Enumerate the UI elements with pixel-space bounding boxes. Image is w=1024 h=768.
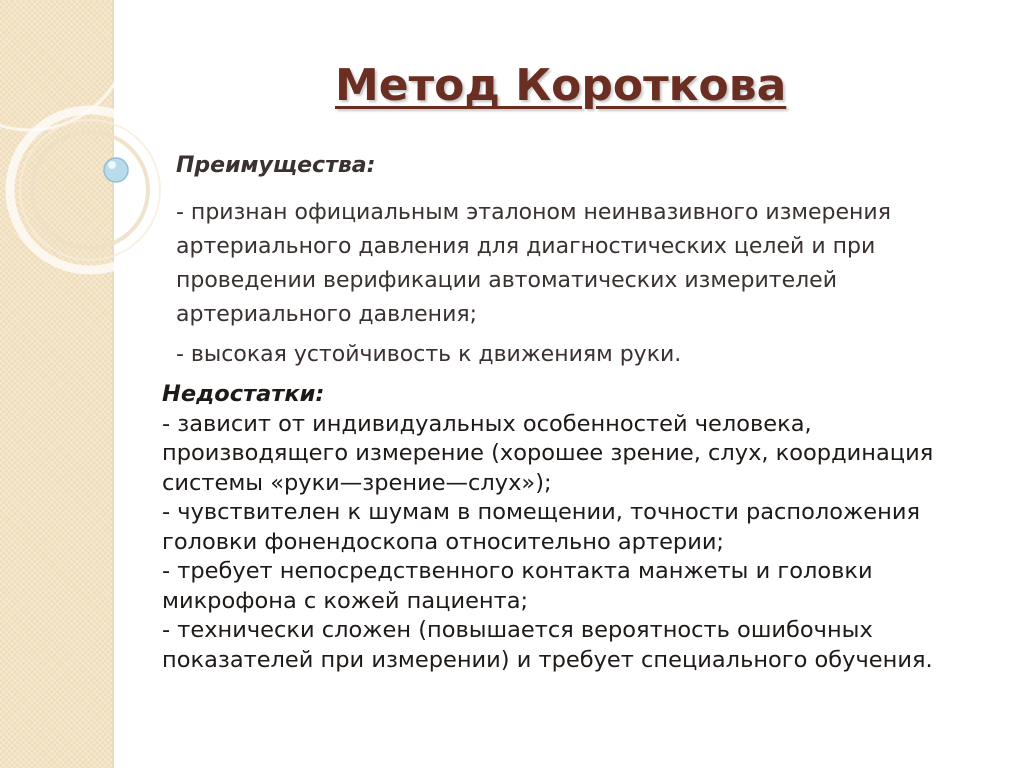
ring-decoration-icon bbox=[0, 0, 200, 300]
slide-title: Метод Короткова bbox=[335, 60, 787, 111]
advantage-item: - признан официальным эталоном неинвазивного измерения артериального давления для диагностических целей и при проведении верификации автоматических измерителей артериального давления; bbox=[176, 200, 891, 327]
disadvantages-block bbox=[162, 380, 1002, 675]
advantage-item: - высокая устойчивость к движениям руки. bbox=[176, 342, 682, 367]
circle-bullet-icon bbox=[104, 158, 128, 182]
disadvantage-item: - зависит от индивидуальных особенностей человека, производящего измерение (хорошее зрение, слух, координация системы «руки—зрение—слух»); bbox=[162, 410, 934, 496]
disadvantage-item: - технически сложен (повышается вероятность ошибочных показателей при измерении) и требует специального обучения. bbox=[162, 617, 933, 673]
disadvantages-heading: Недостатки: bbox=[162, 381, 325, 407]
disadvantage-item: - чувствителен к шумам в помещении, точности расположения головки фонендоскопа относительно артерии; bbox=[162, 499, 921, 555]
disadvantage-item: - требует непосредственного контакта манжеты и головки микрофона с кожей пациента; bbox=[162, 558, 873, 614]
advantages-heading: Преимущества: bbox=[176, 153, 376, 178]
